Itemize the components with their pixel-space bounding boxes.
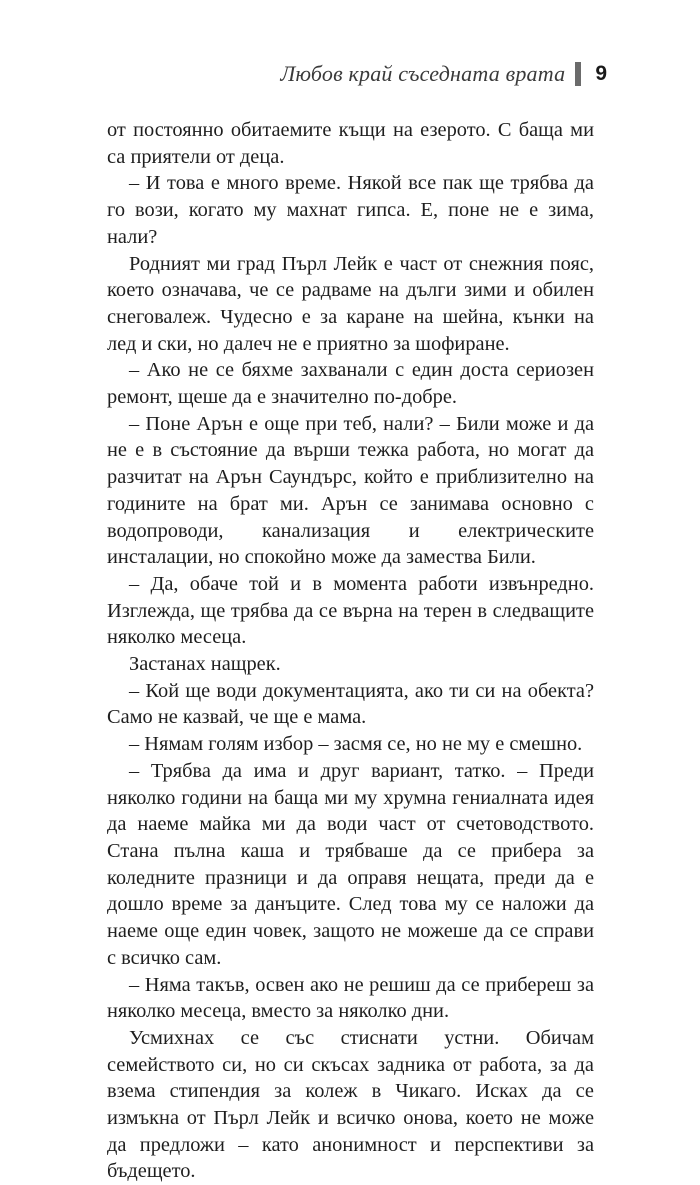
running-header: [280, 58, 607, 90]
paragraph-10: – Трябва да има и друг вариант, татко. – Преди няколко години на баща ми му хрумна гениалната идея да наеме майка ми да води част от счетоводството. Стана пълна каша и трябваше да се прибера за коледните празници и да оправя нещата, преди да е дошло време за данъците. След това му се наложи да наеме още един човек, защото не можеше да се справи с всичко сам.: [107, 759, 594, 969]
paragraph-3: Родният ми град Пърл Лейк е част от снежния пояс, което означава, че се радваме на дълги зими и обилен снеговалеж. Чудесно е за каране на шейна, кънки на лед и ски, но далеч не е приятно за шофиране.: [107, 252, 594, 355]
paragraph-7: Застанах нащрек.: [129, 653, 281, 676]
paragraph-4: – Ако не се бяхме захванали с един доста сериозен ремонт, щеше да е значително по-добре.: [107, 359, 594, 409]
paragraph-11: – Няма такъв, освен ако не решиш да се прибереш за няколко месеца, вместо за няколко дни.: [107, 973, 594, 1023]
page-number: 9: [595, 62, 607, 85]
paragraph-2: – И това е много време. Някой все пак ще трябва да го вози, когато му махнат гипса. Е, поне не е зима, нали?: [107, 172, 594, 248]
paragraph-6: – Да, обаче той и в момента работи извънредно. Изглежда, ще трябва да се върна на терен в следващите няколко месеца.: [107, 572, 594, 649]
paragraph-5: – Поне Арън е още при теб, нали? – Били може и да не е в състояние да върши тежка работа, но могат да разчитат на Арън Саундърс, който е приблизително на годините на брат ми. Арън се занимава основно с водопроводи, канализация и електрическите инсталации, но спокойно може да замества Били.: [107, 412, 594, 569]
paragraph-8: – Кой ще води документацията, ако ти си на обекта? Само не казвай, че ще е мама.: [107, 679, 594, 729]
body-text: [107, 117, 594, 1185]
paragraph-12: Усмихнах се със стиснати устни. Обичам семейството си, но си скъсах задника от работа, за да взема стипендия за колеж в Чикаго. Исках да се измъкна от Пърл Лейк и всичко онова, което не може да предложи – като анонимност и перспективи за бъдещето.: [107, 1026, 594, 1183]
header-separator-bar: [575, 62, 581, 86]
paragraph-1: от постоянно обитаемите къщи на езерото. С баща ми са приятели от деца.: [107, 119, 594, 168]
paragraph-9: – Нямам голям избор – засмя се, но не му е смешно.: [129, 733, 583, 756]
running-title: Любов край съседната врата: [280, 61, 566, 86]
